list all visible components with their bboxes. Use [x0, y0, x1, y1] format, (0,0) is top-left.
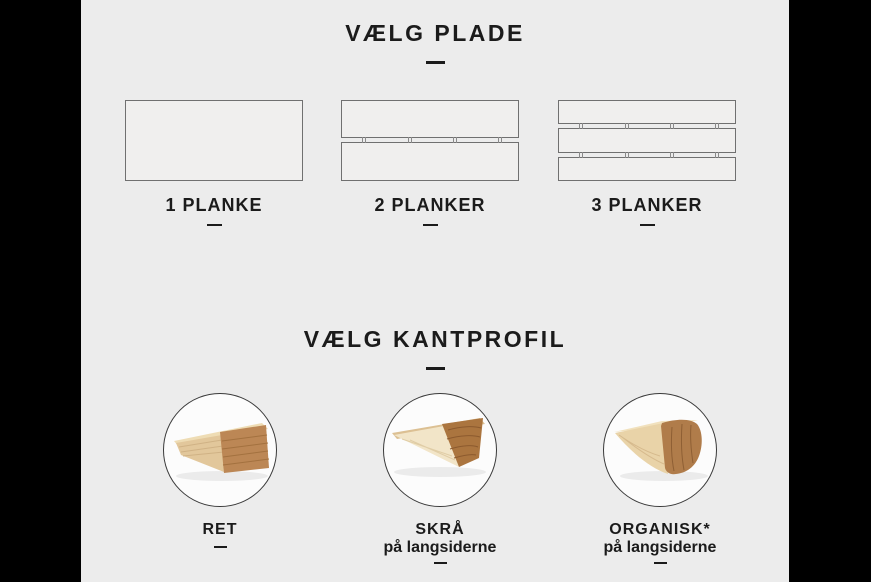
profile-option-label: ORGANISK* [609, 521, 711, 538]
straight-edge-wood-photo [164, 394, 276, 506]
plate-option-3-planker[interactable] [539, 100, 755, 226]
profile-option-skraa[interactable] [330, 393, 550, 564]
option-dash [214, 546, 227, 548]
skraa-profile-image [383, 393, 497, 507]
option-dash [654, 562, 667, 564]
plank-shape [558, 128, 736, 153]
right-letterbox-bar [789, 0, 871, 582]
ret-profile-image [163, 393, 277, 507]
plank-shape [341, 142, 519, 181]
profile-option-ret[interactable] [110, 393, 330, 548]
plank-shape [125, 100, 303, 181]
plank-shape [341, 100, 519, 138]
profile-option-sublabel: på langsiderne [603, 539, 717, 556]
option-dash [423, 224, 438, 226]
plate-option-1-planke[interactable] [106, 100, 322, 226]
beveled-edge-wood-photo [384, 394, 496, 506]
profile-option-label: RET [202, 521, 238, 538]
plank-diagram-3 [558, 100, 736, 181]
profile-section-header [81, 326, 789, 370]
option-dash [434, 562, 447, 564]
profile-option-sublabel: på langsiderne [383, 539, 497, 556]
profile-title-dash [426, 367, 445, 370]
option-dash [207, 224, 222, 226]
plate-section-title: VÆLG PLADE [345, 20, 525, 46]
left-letterbox-bar [0, 0, 81, 582]
plank-shape [558, 157, 736, 181]
profile-section-title: VÆLG KANTPROFIL [303, 326, 567, 352]
profile-option-label: SKRÅ [415, 521, 465, 538]
plate-option-label: 2 PLANKER [374, 195, 486, 215]
option-dash [640, 224, 655, 226]
plate-option-label: 1 PLANKE [165, 195, 263, 215]
plate-title-dash [426, 61, 445, 64]
plank-shape [558, 100, 736, 124]
organic-edge-wood-photo [604, 394, 716, 506]
plank-diagram-2 [341, 100, 519, 181]
profile-option-organisk[interactable] [550, 393, 770, 564]
organisk-profile-image [603, 393, 717, 507]
plate-section-header [81, 20, 789, 64]
plate-option-label: 3 PLANKER [591, 195, 703, 215]
plank-diagram-1 [125, 100, 303, 181]
plate-option-2-planker[interactable] [322, 100, 538, 226]
